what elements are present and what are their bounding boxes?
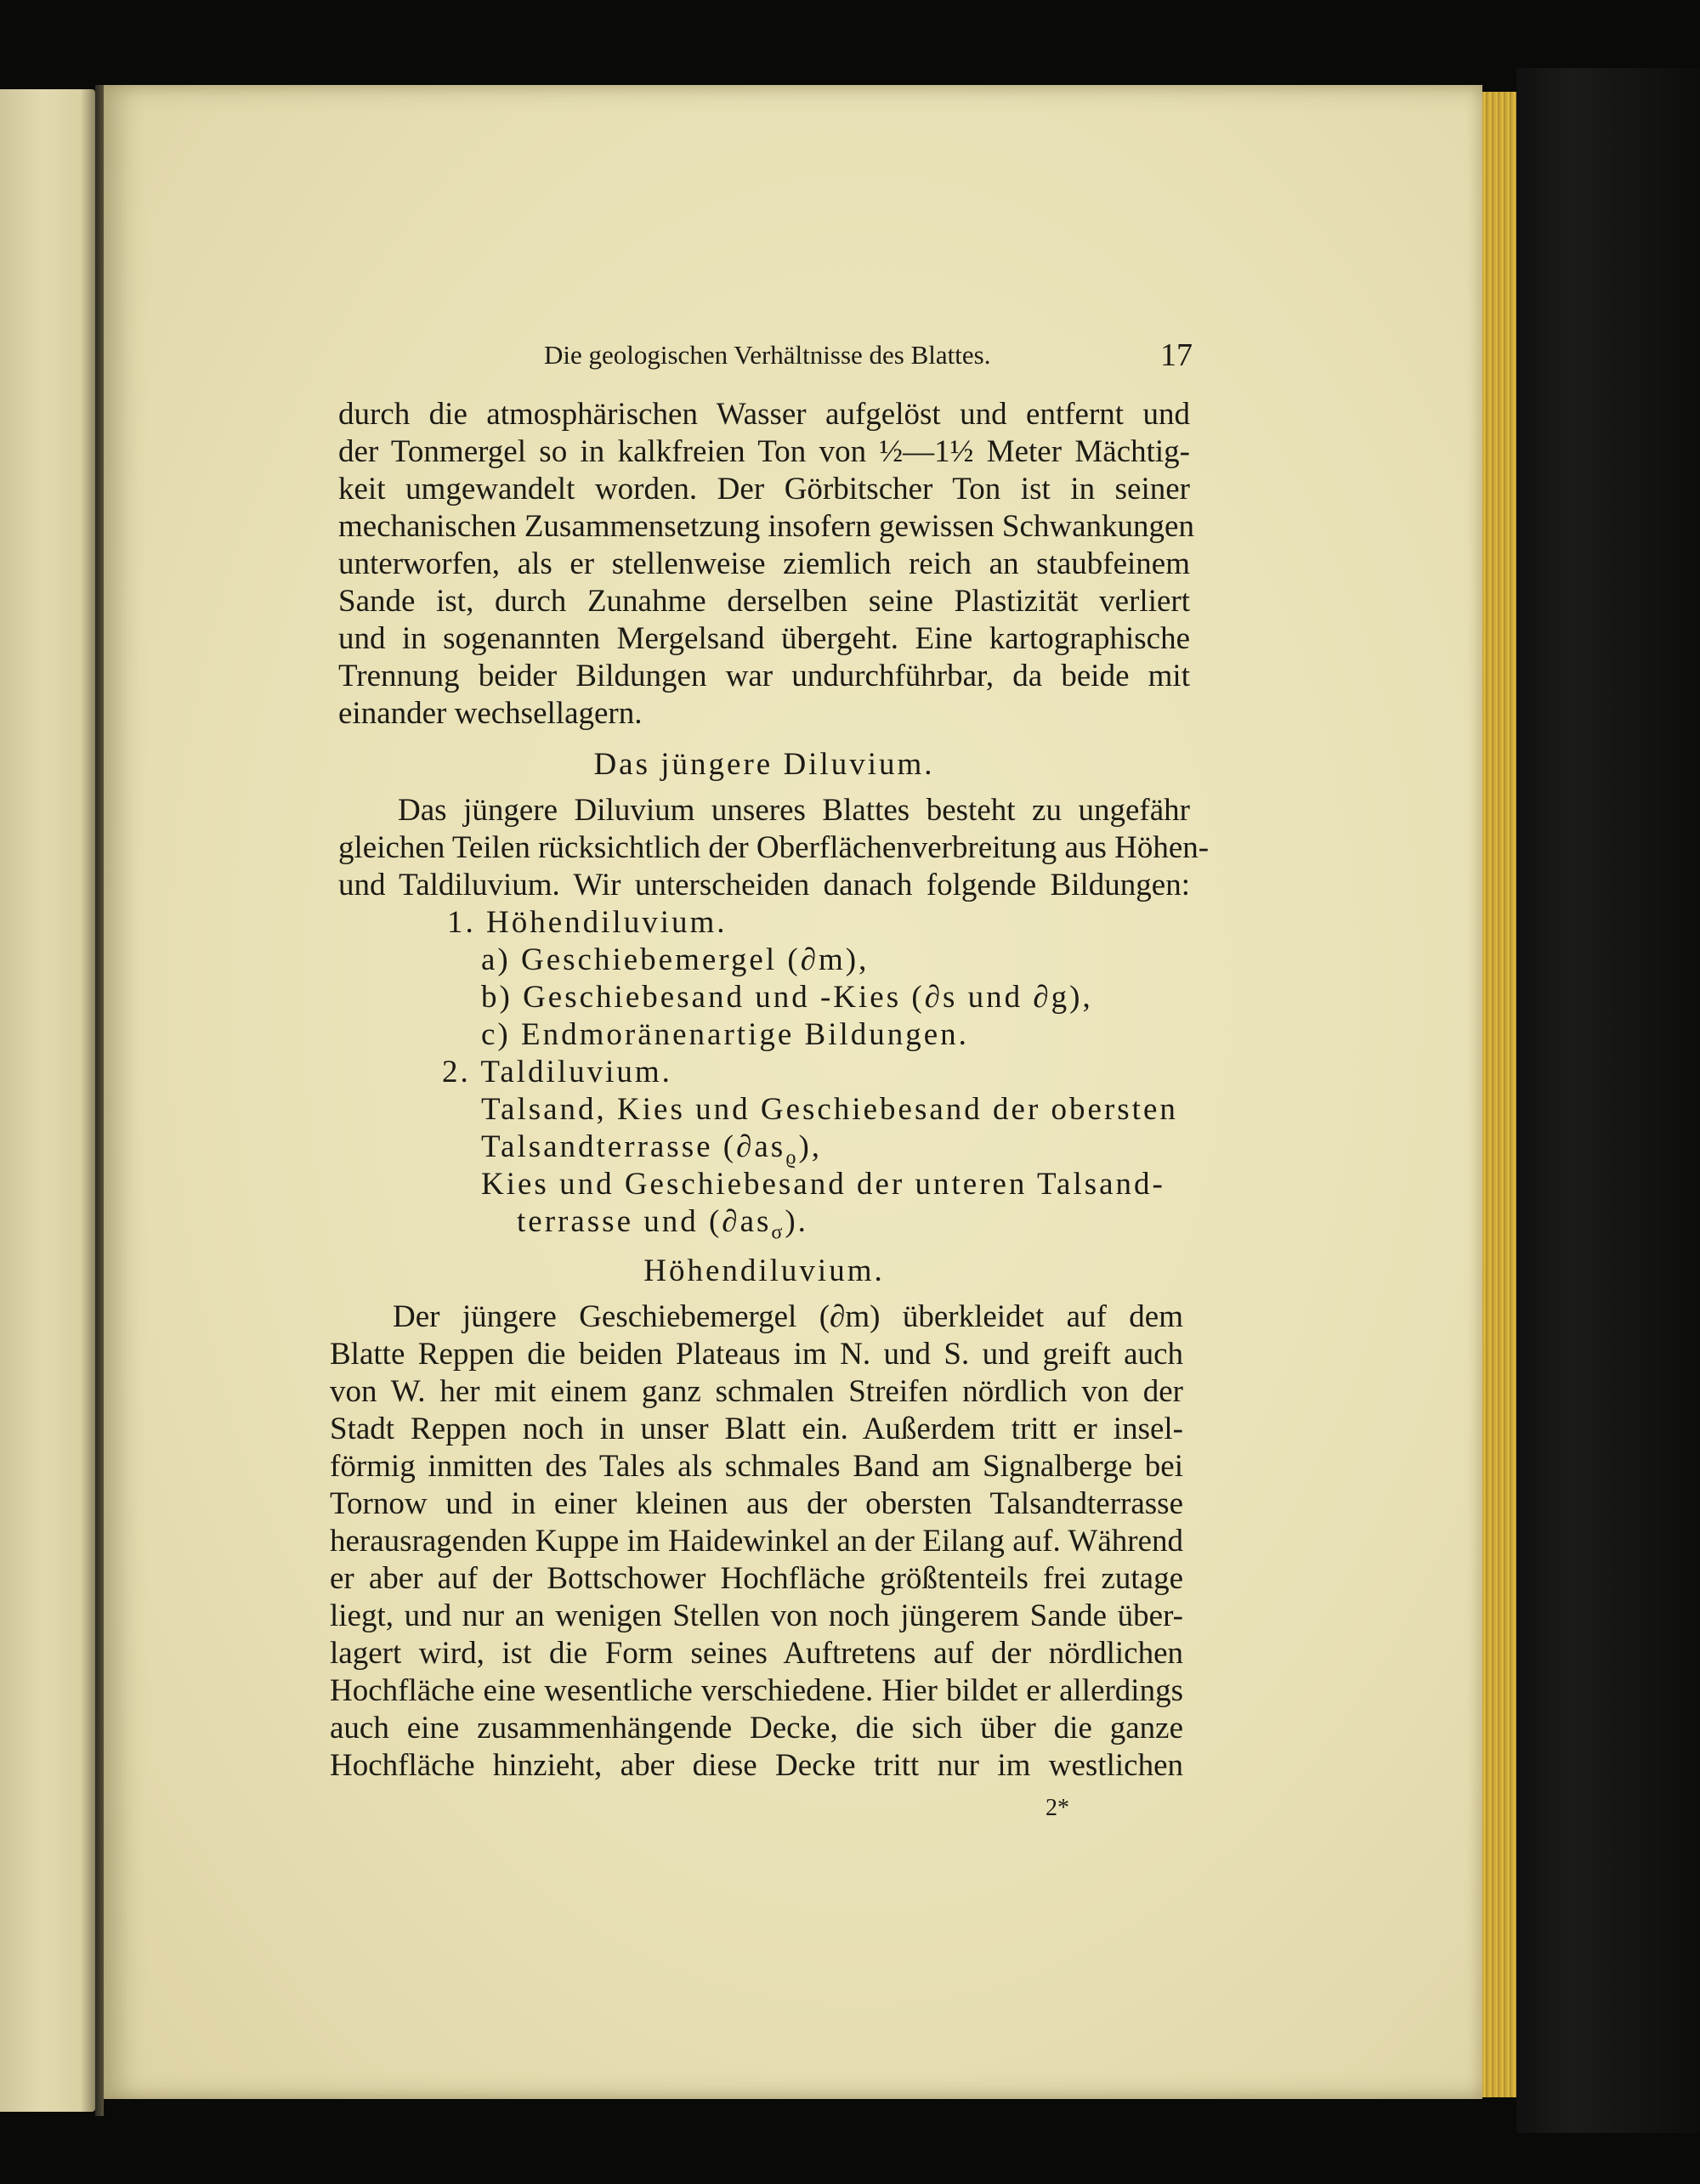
subscript: σ xyxy=(771,1221,785,1244)
text-line: Sande ist, durch Zunahme derselben seine Plastizität verliert xyxy=(338,584,1190,619)
page-stack-edge xyxy=(1482,92,1516,2097)
list-item: Talsandterrasse $(\partial as_ϱ)$, xyxy=(481,1129,823,1169)
text-line: Stadt Reppen noch in unser Blatt ein. Außerdem tritt er insel- xyxy=(330,1412,1183,1446)
book-gutter xyxy=(95,85,104,2116)
list-item: a) Geschiebemergel (∂m), xyxy=(481,942,870,977)
list-item: c) Endmoränenartige Bildungen. xyxy=(481,1017,969,1052)
list-item: terrasse und $(\partial as_\sigma)$. xyxy=(517,1204,808,1244)
signature-mark: 2* xyxy=(1046,1795,1069,1821)
text-line: durch die atmosphärischen Wasser aufgelöst und entfernt und xyxy=(338,397,1190,432)
text-line: Tornow und in einer kleinen aus der obersten Talsandterrasse xyxy=(330,1486,1183,1521)
text-line: und in sogenannten Mergelsand übergeht. Eine kartographische xyxy=(338,621,1190,656)
text-line: unterworfen, als er stellenweise ziemlich reich an staubfeinem xyxy=(338,546,1190,581)
text-line: gleichen Teilen rücksichtlich der Oberflächenverbreitung aus Höhen- xyxy=(338,830,1210,865)
list-item: 2. Taldiluvium. xyxy=(442,1055,672,1089)
list-item: 1. Höhendiluvium. xyxy=(447,905,728,940)
text-line: Das jüngere Diluvium unseres Blattes besteht zu ungefähr xyxy=(398,793,1190,828)
text-line: förmig inmitten des Tales als schmales Band am Signalberge bei xyxy=(330,1449,1183,1484)
text-line: lagert wird, ist die Form seines Auftretens auf der nördlichen xyxy=(330,1636,1183,1671)
text-line: liegt, und nur an wenigen Stellen von noch jüngerem Sande über- xyxy=(330,1598,1183,1633)
book-cover xyxy=(1516,68,1700,2133)
running-title: Die geologischen Verhältnisse des Blattes. xyxy=(544,340,991,370)
text-line: er aber auf der Bottschower Hochfläche größtenteils frei zutage xyxy=(330,1561,1183,1596)
text-line: keit umgewandelt worden. Der Görbitscher Ton ist in seiner xyxy=(338,472,1190,506)
text-line: Trennung beider Bildungen war undurchführbar, da beide mit xyxy=(338,659,1190,693)
left-page-edge xyxy=(0,89,95,2112)
text-line: Hochfläche hinzieht, aber diese Decke tritt nur im westlichen xyxy=(330,1748,1183,1783)
section-heading: Das jüngere Diluvium. xyxy=(593,747,935,782)
text-line: einander wechsellagern. xyxy=(338,696,643,731)
text-line: auch eine zusammenhängende Decke, die sich über die ganze xyxy=(330,1711,1183,1746)
page-number: 17 xyxy=(1160,337,1193,373)
text-line: mechanischen Zusammensetzung insofern gewissen Schwankungen xyxy=(338,509,1194,544)
text-line: Blatte Reppen die beiden Plateaus im N. und S. und greift auch xyxy=(330,1337,1183,1372)
text-line: der Tonmergel so in kalkfreien Ton von ½—1½ Meter Mächtig- xyxy=(338,434,1190,469)
text-line: Der jüngere Geschiebemergel (∂m) überkleidet auf dem xyxy=(393,1299,1183,1334)
subscript: ϱ xyxy=(785,1146,799,1169)
text-line: von W. her mit einem ganz schmalen Streifen nördlich von der xyxy=(330,1374,1183,1409)
text-line: herausragenden Kuppe im Haidewinkel an der Eilang auf. Während xyxy=(330,1524,1183,1559)
list-item: Kies und Geschiebesand der unteren Talsand- xyxy=(481,1167,1165,1202)
list-item: b) Geschiebesand und -Kies (∂s und ∂g), xyxy=(481,980,1093,1015)
section-heading: Höhendiluvium. xyxy=(643,1253,885,1288)
text-line: Hochfläche eine wesentliche verschiedene. Hier bildet er allerdings xyxy=(330,1673,1183,1708)
list-item: Talsand, Kies und Geschiebesand der obersten xyxy=(481,1092,1178,1127)
text-line: und Taldiluvium. Wir unterscheiden danach folgende Bildungen: xyxy=(338,868,1190,902)
